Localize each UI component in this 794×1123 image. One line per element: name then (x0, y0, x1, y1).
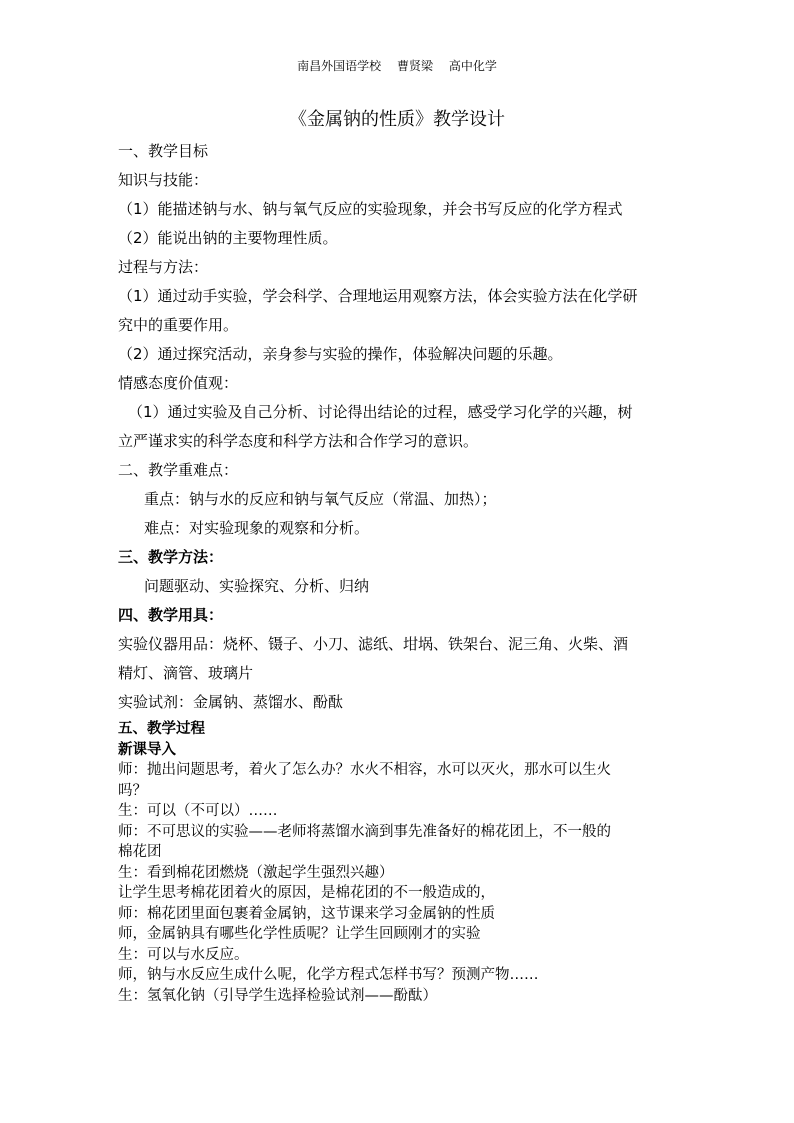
instruments-line: 精灯、滴管、玻璃片 (118, 664, 254, 682)
process-item: 究中的重要作用。 (118, 316, 239, 334)
emotion-item: 立严谨求实的科学态度和科学方法和合作学习的意识。 (118, 432, 479, 450)
section3-heading: 三、教学方法： (118, 548, 224, 566)
section5-heading: 五、教学过程 (118, 721, 205, 737)
emotion-label: 情感态度价值观： (118, 374, 239, 392)
difficult-point: 难点：对实验现象的观察和分析。 (144, 519, 370, 537)
header-author: 曹贤梁 (396, 59, 433, 73)
process-line: 师，钠与水反应生成什么呢，化学方程式怎样书写？预测产物…… (118, 967, 539, 983)
document-title: 《金属钠的性质》教学设计 (289, 109, 505, 130)
process-line: 生：可以（不可以）…… (118, 803, 278, 819)
section5-subheading: 新课导入 (118, 741, 176, 758)
section5 (118, 719, 678, 1006)
process-line: 师：不可思议的实验——老师将蒸馏水滴到事先准备好的棉花团上，不一般的 (118, 823, 611, 840)
process-item: （1）通过动手实验，学会科学、合理地运用观察方法，体会实验方法在化学研 (118, 287, 638, 305)
section1-heading: 一、教学目标 (118, 142, 209, 160)
knowledge-label: 知识与技能： (118, 171, 209, 189)
process-line: 让学生思考棉花团着火的原因，是棉花团的不一般造成的， (118, 885, 495, 901)
key-point: 重点：钠与水的反应和钠与氧气反应（常温、加热）； (144, 490, 497, 508)
knowledge-item: （2）能说出钠的主要物理性质。 (118, 229, 338, 247)
process-line: 吗？ (118, 782, 147, 799)
document-body (118, 137, 678, 1006)
process-line: 师：棉花团里面包裹着金属钠，这节课来学习金属钠的性质 (118, 905, 495, 922)
process-line: 生：看到棉花团燃烧（激起学生强烈兴趣） (118, 864, 394, 881)
section2-heading: 二、教学重难点： (118, 461, 239, 479)
process-line: 生：可以与水反应。 (118, 946, 249, 963)
process-line: 棉花团 (118, 844, 162, 860)
reagents-line: 实验试剂：金属钠、蒸馏水、酚酞 (118, 693, 344, 711)
process-line: 生：氢氧化钠（引导学生选择检验试剂——酚酞） (118, 987, 437, 1004)
page-header (0, 57, 794, 74)
header-subject: 高中化学 (448, 59, 497, 73)
instruments-line: 实验仪器用品：烧杯、镊子、小刀、滤纸、坩埚、铁架台、泥三角、火柴、酒 (118, 635, 629, 653)
section4-heading: 四、教学用具： (118, 606, 224, 624)
header-school: 南昌外国语学校 (297, 59, 382, 73)
emotion-item: （1）通过实验及自己分析、讨论得出结论的过程，感受学习化学的兴趣，树 (128, 403, 633, 421)
process-label: 过程与方法： (118, 258, 209, 276)
process-line: 师：抛出问题思考，着火了怎么办？水火不相容，水可以灭火，那水可以生火 (118, 762, 611, 778)
method-text: 问题驱动、实验探究、分析、归纳 (144, 577, 370, 595)
process-item: （2）通过探究活动，亲身参与实验的操作，体验解决问题的乐趣。 (118, 345, 563, 363)
process-line: 师，金属钠具有哪些化学性质呢？让学生回顾刚才的实验 (118, 926, 481, 942)
knowledge-item: （1）能描述钠与水、钠与氧气反应的实验现象，并会书写反应的化学方程式 (118, 200, 623, 218)
